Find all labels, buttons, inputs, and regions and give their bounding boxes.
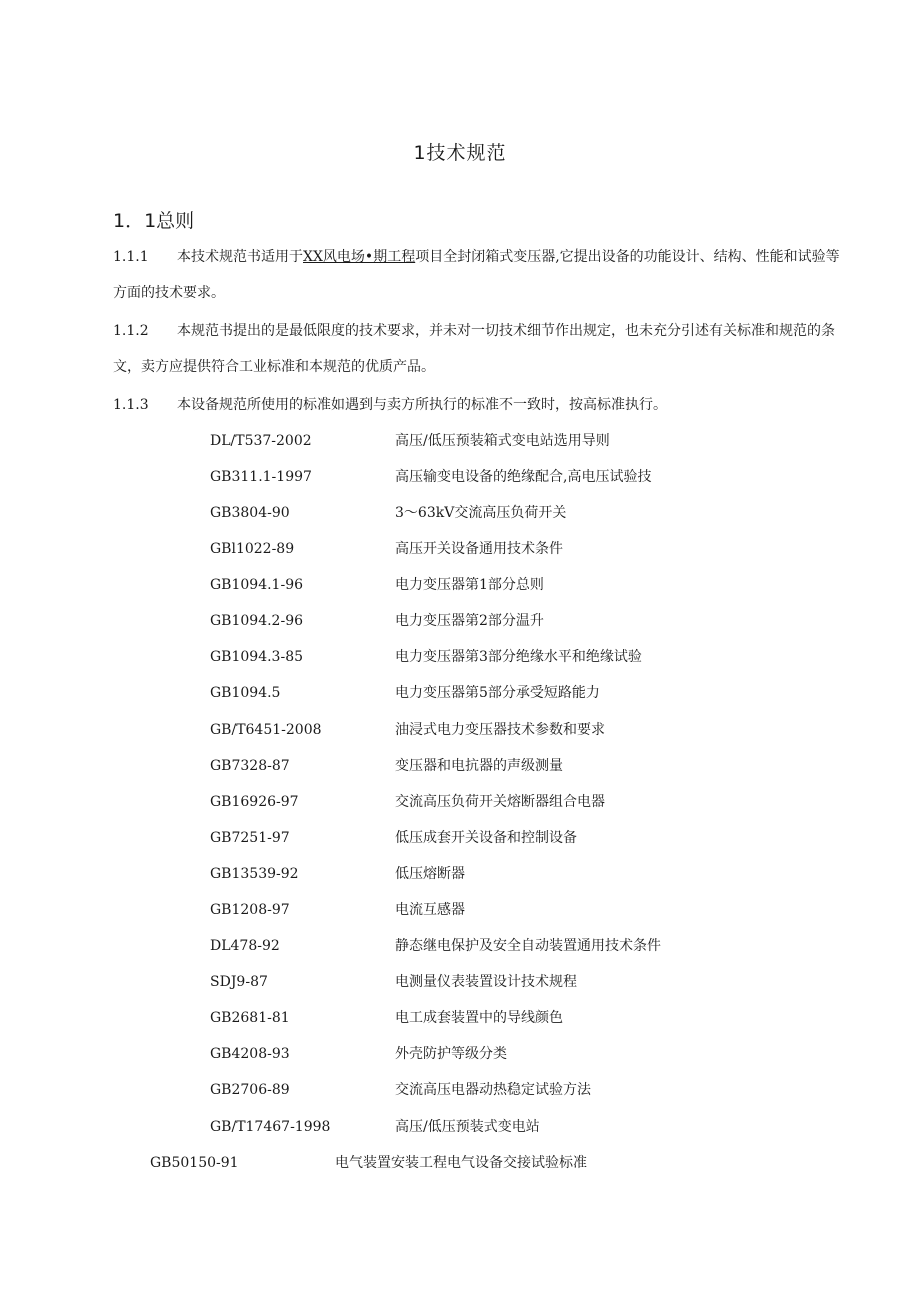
standard-code: GB3804-90 [210,505,290,521]
standard-name: 静态继电保护及安全自动装置通用技术条件 [395,938,661,954]
paragraph-text: 本技术规范书适用于 [177,249,303,265]
standard-row [0,1145,920,1181]
standard-row [0,820,920,856]
standard-name: 电流互感器 [395,902,465,918]
standard-code: GB7328-87 [210,758,290,774]
standard-name: 电力变压器第2部分温升 [395,613,544,629]
standard-name: 电工成套装置中的导线颜色 [395,1010,563,1026]
standard-code: GB1094.3-85 [210,649,304,665]
standard-name: 交流高压负荷开关熔断器组合电器 [395,794,605,810]
standard-name: 外壳防护等级分类 [395,1046,507,1062]
standard-code: GBl1022-89 [210,541,295,557]
standard-row [0,712,920,748]
standard-row [0,459,920,495]
standard-row [0,675,920,711]
standard-code: SDJ9-87 [210,974,268,990]
standard-name: 高压/低压预装式变电站 [395,1119,540,1135]
standard-code: GB16926-97 [210,794,299,810]
standard-name: 电气装置安装工程电气设备交接试验标准 [335,1155,587,1171]
standard-row [0,964,920,1000]
paragraph-1-1-2 [113,313,843,385]
standard-row [0,495,920,531]
standard-code: GB311.1-1997 [210,469,312,485]
standard-name: 高压开关设备通用技术条件 [395,541,563,557]
standard-row [0,1000,920,1036]
section-heading: 1．1总则 [113,210,195,232]
standard-name: 变压器和电抗器的声级测量 [395,758,563,774]
standard-code: DL/T537-2002 [210,433,312,449]
standard-name: 高压/低压预装箱式变电站选用导则 [395,433,610,449]
standard-row [0,856,920,892]
standard-row [0,1109,920,1145]
standard-name: 电力变压器第1部分总则 [395,577,544,593]
standard-row [0,892,920,928]
standard-code: GB1094.1-96 [210,577,304,593]
standard-name: 低压熔断器 [395,866,465,882]
paragraph-1-1-3 [113,387,843,423]
standard-row [0,748,920,784]
standard-row [0,1072,920,1108]
paragraph-text: 本设备规范所使用的标准如遇到与卖方所执行的标准不一致时，按高标准执行。 [177,397,667,413]
standard-code: GB7251-97 [210,830,290,846]
project-name: XX风电场•期工程 [303,249,416,265]
standard-code: GB/T17467-1998 [210,1119,331,1135]
standard-name: 油浸式电力变压器技术参数和要求 [395,722,605,738]
standard-row [0,603,920,639]
standard-row [0,1036,920,1072]
document-title: 1技术规范 [413,142,507,164]
standard-name: 电力变压器第5部分承受短路能力 [395,685,600,701]
standard-code: GB2681-81 [210,1010,290,1026]
standard-code: GB1094.2-96 [210,613,304,629]
paragraph-number: 1.1.1 [113,249,149,265]
standard-row [0,928,920,964]
standard-row [0,423,920,459]
standard-code: GB50150-91 [150,1155,239,1171]
standard-name: 电力变压器第3部分绝缘水平和绝缘试验 [395,649,642,665]
standard-code: GB/T6451-2008 [210,722,322,738]
paragraph-number: 1.1.2 [113,323,149,339]
standard-code: GB1208-97 [210,902,290,918]
standard-code: DL478-92 [210,938,280,954]
paragraph-1-1-1 [113,239,843,311]
standard-code: GB2706-89 [210,1082,290,1098]
standard-name: 电测量仪表装置设计技术规程 [395,974,577,990]
paragraph-text: 本规范书提出的是最低限度的技术要求，并未对一切技术细节作出规定，也未充分引述有关标准和规范的条文，卖方应提供符合工业标准和本规范的优质产品。 [113,323,835,375]
standard-name: 低压成套开关设备和控制设备 [395,830,577,846]
standard-row [0,784,920,820]
paragraph-number: 1.1.3 [113,397,149,413]
standard-code: GB4208-93 [210,1046,290,1062]
standard-name: 高压输变电设备的绝缘配合,高电压试验技 [395,469,652,485]
standard-row [0,531,920,567]
standard-code: GB13539-92 [210,866,299,882]
standard-code: GB1094.5 [210,685,281,701]
paragraph-text: 项目全封闭箱式变压器,它提出设备的功能设计、结构、性能和试验等方面的技术要求。 [113,249,840,301]
standard-name: 3～63kV交流高压负荷开关 [395,505,567,521]
standard-name: 交流高压电器动热稳定试验方法 [395,1082,591,1098]
standard-row [0,639,920,675]
standard-row [0,567,920,603]
